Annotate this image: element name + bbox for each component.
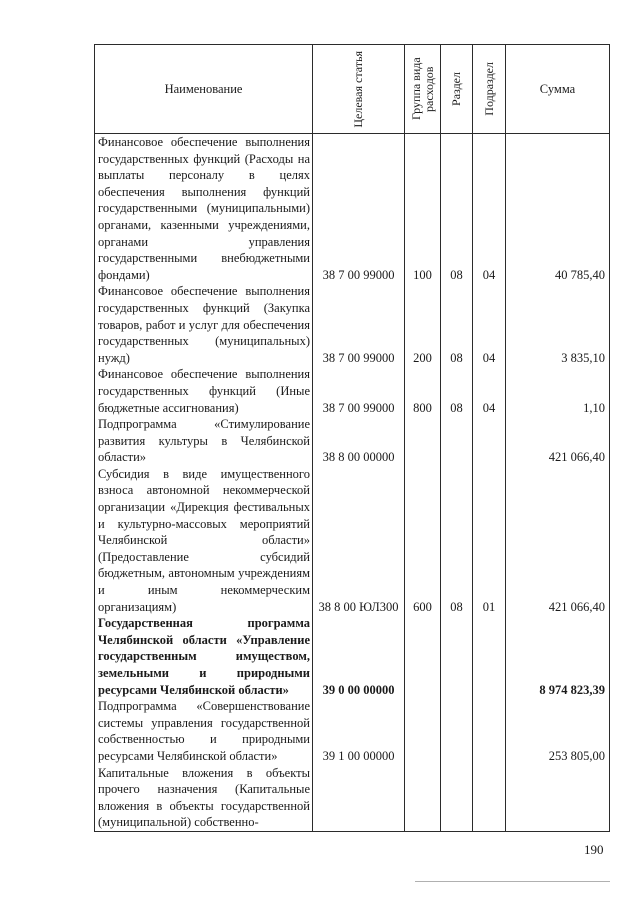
- row-target: 38 8 00 ЮЛ300: [313, 466, 405, 615]
- row-name: Подпрограмма «Стимулирование развития культуры в Челябинской области»: [95, 416, 313, 466]
- row-sum: 40 785,40: [506, 134, 610, 284]
- row-section: 08: [441, 134, 473, 284]
- row-name: Подпрограмма «Совершенствование системы управления государственной собственностью и природными ресурсами Челябинской области»: [95, 698, 313, 764]
- table-row: [95, 698, 610, 764]
- header-group-label: Группа вида расходов: [408, 57, 436, 121]
- header-sum: Сумма: [506, 45, 610, 134]
- row-group: [405, 698, 441, 764]
- row-group: 100: [405, 134, 441, 284]
- header-section-label: Раздел: [449, 72, 463, 106]
- table-row: [95, 283, 610, 366]
- row-subsection: [473, 416, 506, 466]
- budget-table: [94, 44, 610, 832]
- row-group: 200: [405, 283, 441, 366]
- row-name: Государственная программа Челябинской области «Управление государственным имуществом, земельными и природными ресурсами Челябинской области»: [95, 615, 313, 698]
- row-target: 38 8 00 00000: [313, 416, 405, 466]
- row-group: 800: [405, 366, 441, 416]
- row-section: [441, 416, 473, 466]
- row-subsection: [473, 765, 506, 832]
- row-sum: 421 066,40: [506, 416, 610, 466]
- row-name: Финансовое обеспечение выполнения государственных функций (Расходы на выплаты персоналу в целях обеспечения выполнения функций государственными (муниципальными) органами, казенными учреждениями, органами управления государственными внебюджетными фондами): [95, 134, 313, 284]
- row-name: Финансовое обеспечение выполнения государственных функций (Иные бюджетные ассигнования): [95, 366, 313, 416]
- row-sum: 253 805,00: [506, 698, 610, 764]
- row-sum: 421 066,40: [506, 466, 610, 615]
- row-group: 600: [405, 466, 441, 615]
- page-number: 190: [584, 842, 604, 857]
- row-subsection: 04: [473, 366, 506, 416]
- table-row: [95, 466, 610, 615]
- row-section: [441, 615, 473, 698]
- table-row: [95, 366, 610, 416]
- header-group: [405, 45, 441, 134]
- header-name: Наименование: [95, 45, 313, 134]
- header-subsection: [473, 45, 506, 134]
- row-section: 08: [441, 466, 473, 615]
- table-row: [95, 416, 610, 466]
- row-section: [441, 698, 473, 764]
- row-group: [405, 615, 441, 698]
- footer-divider: [415, 881, 610, 882]
- row-subsection: 04: [473, 134, 506, 284]
- table-row: [95, 765, 610, 832]
- table-row: [95, 134, 610, 284]
- row-sum: 3 835,10: [506, 283, 610, 366]
- row-group: [405, 416, 441, 466]
- row-name: Субсидия в виде имущественного взноса автономной некоммерческой организации «Дирекция фестивальных и культурно-массовых мероприятий Челябинской области» (Предоставление субсидий бюджетным, автономным учреждениям и иным некоммерческим организациям): [95, 466, 313, 615]
- row-group: [405, 765, 441, 832]
- row-sum: 8 974 823,39: [506, 615, 610, 698]
- row-target: 39 0 00 00000: [313, 615, 405, 698]
- row-target: 38 7 00 99000: [313, 366, 405, 416]
- header-subsection-label: Подраздел: [481, 62, 496, 116]
- row-target: 38 7 00 99000: [313, 283, 405, 366]
- row-name: Капитальные вложения в объекты прочего назначения (Капитальные вложения в объекты государственной (муниципальной) собственно-: [95, 765, 313, 832]
- table-header-row: [95, 45, 610, 134]
- row-subsection: 01: [473, 466, 506, 615]
- row-section: [441, 765, 473, 832]
- row-subsection: [473, 698, 506, 764]
- row-subsection: [473, 615, 506, 698]
- row-target: [313, 765, 405, 832]
- row-target: 39 1 00 00000: [313, 698, 405, 764]
- row-section: 08: [441, 366, 473, 416]
- row-section: 08: [441, 283, 473, 366]
- table-row: [95, 615, 610, 698]
- header-target: [313, 45, 405, 134]
- row-sum: 1,10: [506, 366, 610, 416]
- header-section: [441, 45, 473, 134]
- row-target: 38 7 00 99000: [313, 134, 405, 284]
- row-sum: [506, 765, 610, 832]
- header-target-label: Целевая статья: [351, 50, 365, 128]
- row-name: Финансовое обеспечение выполнения государственных функций (Закупка товаров, работ и услуг для обеспечения государственных (муниципальных) нужд): [95, 283, 313, 366]
- row-subsection: 04: [473, 283, 506, 366]
